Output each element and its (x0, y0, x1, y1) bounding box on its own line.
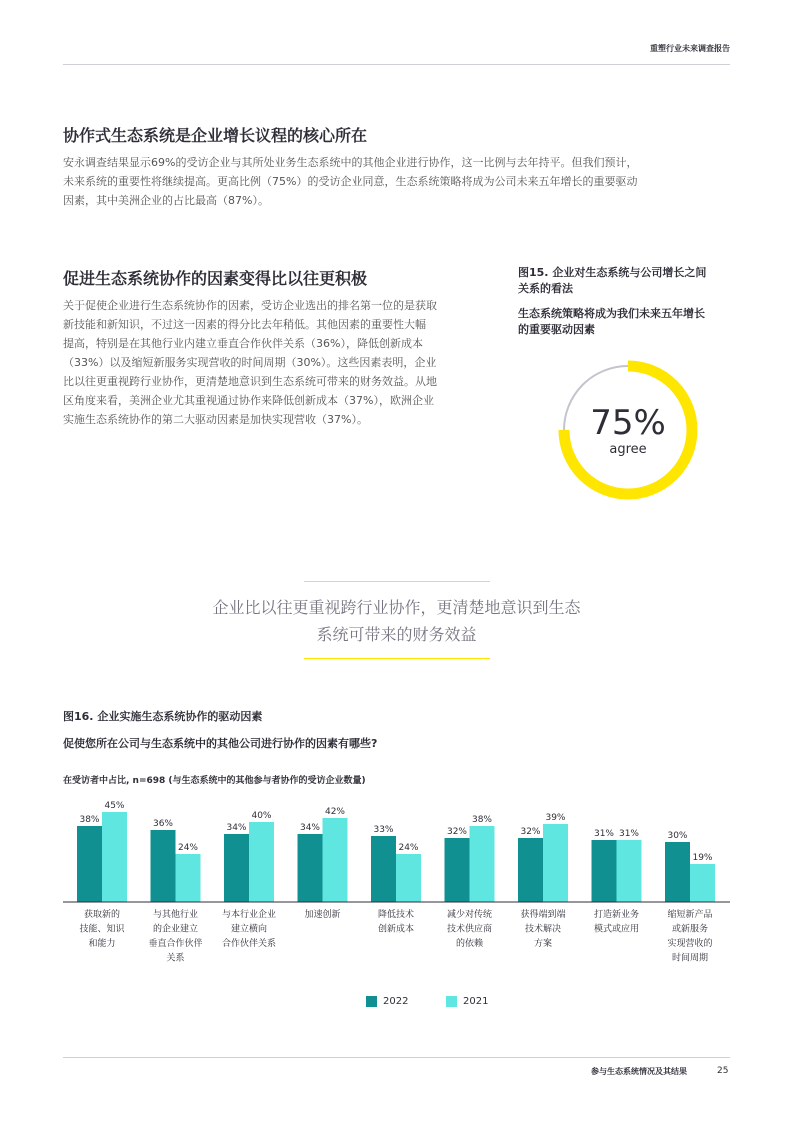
category-label: 技术解决 (524, 924, 562, 935)
category-label: 打造新业务 (593, 910, 640, 920)
bar-2022 (371, 836, 396, 902)
bar-2022 (77, 826, 102, 902)
category-label: 技能、知识 (79, 924, 125, 935)
category-label: 缩短新产品 (667, 910, 713, 920)
report-title: 重塑行业未来调查报告 (650, 44, 730, 53)
legend-item-2021 (446, 996, 488, 1007)
data-label-2021: 45% (104, 801, 125, 811)
paragraph-line: 实施生态系统协作的第二大驱动因素是加快实现营收（37%）。 (63, 413, 368, 426)
pull-quote (150, 594, 643, 648)
category-label: 合作伙伴关系 (221, 939, 277, 949)
legend-swatch-2021 (446, 996, 457, 1007)
legend-label-2022: 2022 (383, 996, 409, 1007)
data-label-2021: 42% (324, 807, 346, 817)
bar-2021 (396, 854, 421, 902)
fig15-subtitle (518, 306, 748, 338)
section-heading-ecosystem-core: 协作式生态系统是企业增长议程的核心所在 (63, 126, 368, 145)
section2-paragraph (63, 296, 498, 429)
paragraph-line: 提高，特别是在其他行业内建立垂直合作伙伴关系（36%），降低创新成本 (63, 337, 423, 350)
legend-item-2022 (366, 996, 408, 1007)
pull-quote-line: 系统可带来的财务效益 (316, 625, 477, 644)
category-label: 时间周期 (671, 953, 709, 964)
fig15-subtitle-line: 生态系统策略将成为我们未来五年增长 (518, 307, 705, 320)
donut-value: 75% (590, 403, 666, 443)
category-label: 实现营收的 (667, 939, 713, 949)
data-label-2022: 38% (79, 815, 100, 825)
fig16-title: 图16. 企业实施生态系统协作的驱动因素 (63, 710, 263, 723)
pull-quote-line: 企业比以往更重视跨行业协作，更清楚地意识到生态 (212, 598, 581, 617)
data-label-2021: 24% (177, 843, 199, 853)
data-label-2021: 39% (545, 813, 566, 823)
category-label: 模式或应用 (593, 924, 640, 935)
data-label-2022: 30% (667, 831, 688, 841)
bar-2022 (592, 840, 617, 902)
category-label: 创新成本 (377, 924, 415, 935)
bar-2022 (665, 842, 690, 902)
paragraph-line: 比以往更重视跨行业协作，更清楚地意识到生态系统可带来的财务效益。从地 (63, 375, 437, 388)
category-label: 技术供应商 (446, 924, 493, 935)
category-label: 与其他行业 (152, 910, 199, 920)
bar-2021 (323, 818, 348, 902)
paragraph-line: 关于促使企业进行生态系统协作的因素，受访企业选出的排名第一位的是获取 (63, 299, 437, 312)
bar-2021 (176, 854, 201, 902)
legend-label-2021: 2021 (463, 996, 489, 1007)
header-divider (63, 64, 730, 65)
data-label-2022: 34% (299, 823, 321, 833)
data-label-2022: 33% (373, 825, 394, 835)
fig16-bar-chart (63, 800, 730, 980)
category-label: 或新服务 (671, 924, 709, 935)
category-label: 的企业建立 (152, 924, 199, 935)
data-label-2022: 32% (520, 827, 541, 837)
paragraph-line: 因素，其中美洲企业的占比最高（87%）。 (63, 194, 269, 207)
paragraph-line: （33%）以及缩短新服务实现营收的时间周期（30%）。这些因素表明，企业 (63, 356, 437, 369)
category-label: 和能力 (88, 939, 116, 949)
category-label: 降低技术 (377, 910, 415, 920)
data-label-2022: 34% (226, 823, 247, 833)
donut-agree-label: agree (609, 442, 647, 457)
fig16-question: 促使您所在公司与生态系统中的其他公司进行协作的因素有哪些? (63, 737, 378, 750)
footer-section-title: 参与生态系统情况及其结果 (591, 1067, 687, 1076)
category-label: 加速创新 (304, 910, 341, 920)
quote-bottom-rule (304, 658, 490, 659)
section-heading-collaboration-factors: 促进生态系统协作的因素变得比以往更积极 (63, 269, 368, 288)
category-label: 减少对传统 (446, 910, 493, 920)
bar-2021 (617, 840, 642, 902)
category-label: 的依赖 (455, 939, 484, 949)
category-label: 建立横向 (230, 924, 268, 935)
data-label-2021: 19% (692, 853, 713, 863)
category-label: 与本行业企业 (221, 910, 277, 920)
page-number: 25 (717, 1066, 729, 1076)
category-label: 关系 (166, 953, 185, 964)
data-label-2022: 36% (152, 819, 174, 829)
paragraph-line: 未来系统的重要性将继续提高。更高比例（75%）的受访企业同意，生态系统策略将成为公司未来五年增长的重要驱动 (63, 175, 638, 188)
data-label-2021: 24% (398, 843, 419, 853)
footer-divider (63, 1057, 730, 1058)
category-label: 获取新的 (83, 910, 121, 920)
data-label-2021: 40% (251, 811, 272, 821)
bar-2022 (445, 838, 470, 902)
bar-2022 (298, 834, 323, 902)
fig15-title-line: 图15. 企业对生态系统与公司增长之间 (518, 266, 707, 279)
quote-top-rule (304, 581, 490, 582)
bar-2022 (224, 834, 249, 902)
category-label: 方案 (533, 939, 553, 949)
bar-2022 (151, 830, 176, 902)
data-label-2021: 31% (618, 829, 640, 839)
fig15-title-line: 关系的看法 (518, 282, 573, 295)
category-label: 获得端到端 (520, 910, 566, 920)
legend-swatch-2022 (366, 996, 377, 1007)
data-label-2022: 32% (446, 827, 468, 837)
bar-2021 (249, 822, 274, 902)
bar-2021 (543, 824, 568, 902)
fig16-note: 在受访者中占比, n=698 (与生态系统中的其他参与者协作的受访企业数量) (63, 776, 366, 786)
category-label: 垂直合作伙伴 (148, 939, 203, 949)
data-label-2021: 38% (471, 815, 493, 825)
bar-2021 (470, 826, 495, 902)
fig15-title (518, 265, 748, 297)
data-label-2022: 31% (593, 829, 615, 839)
bar-2022 (518, 838, 543, 902)
fig15-subtitle-line: 的重要驱动因素 (518, 323, 595, 336)
bar-2021 (102, 812, 127, 902)
paragraph-line: 新技能和新知识，不过这一因素的得分比去年稍低。其他因素的重要性大幅 (63, 318, 426, 331)
paragraph-line: 区角度来看，美洲企业尤其重视通过协作来降低创新成本（37%），欧洲企业 (63, 394, 434, 407)
section1-paragraph (63, 153, 733, 210)
paragraph-line: 安永调查结果显示69%的受访企业与其所处业务生态系统中的其他企业进行协作，这一比例与去年持平。但我们预计， (63, 156, 638, 169)
bar-2021 (690, 864, 715, 902)
